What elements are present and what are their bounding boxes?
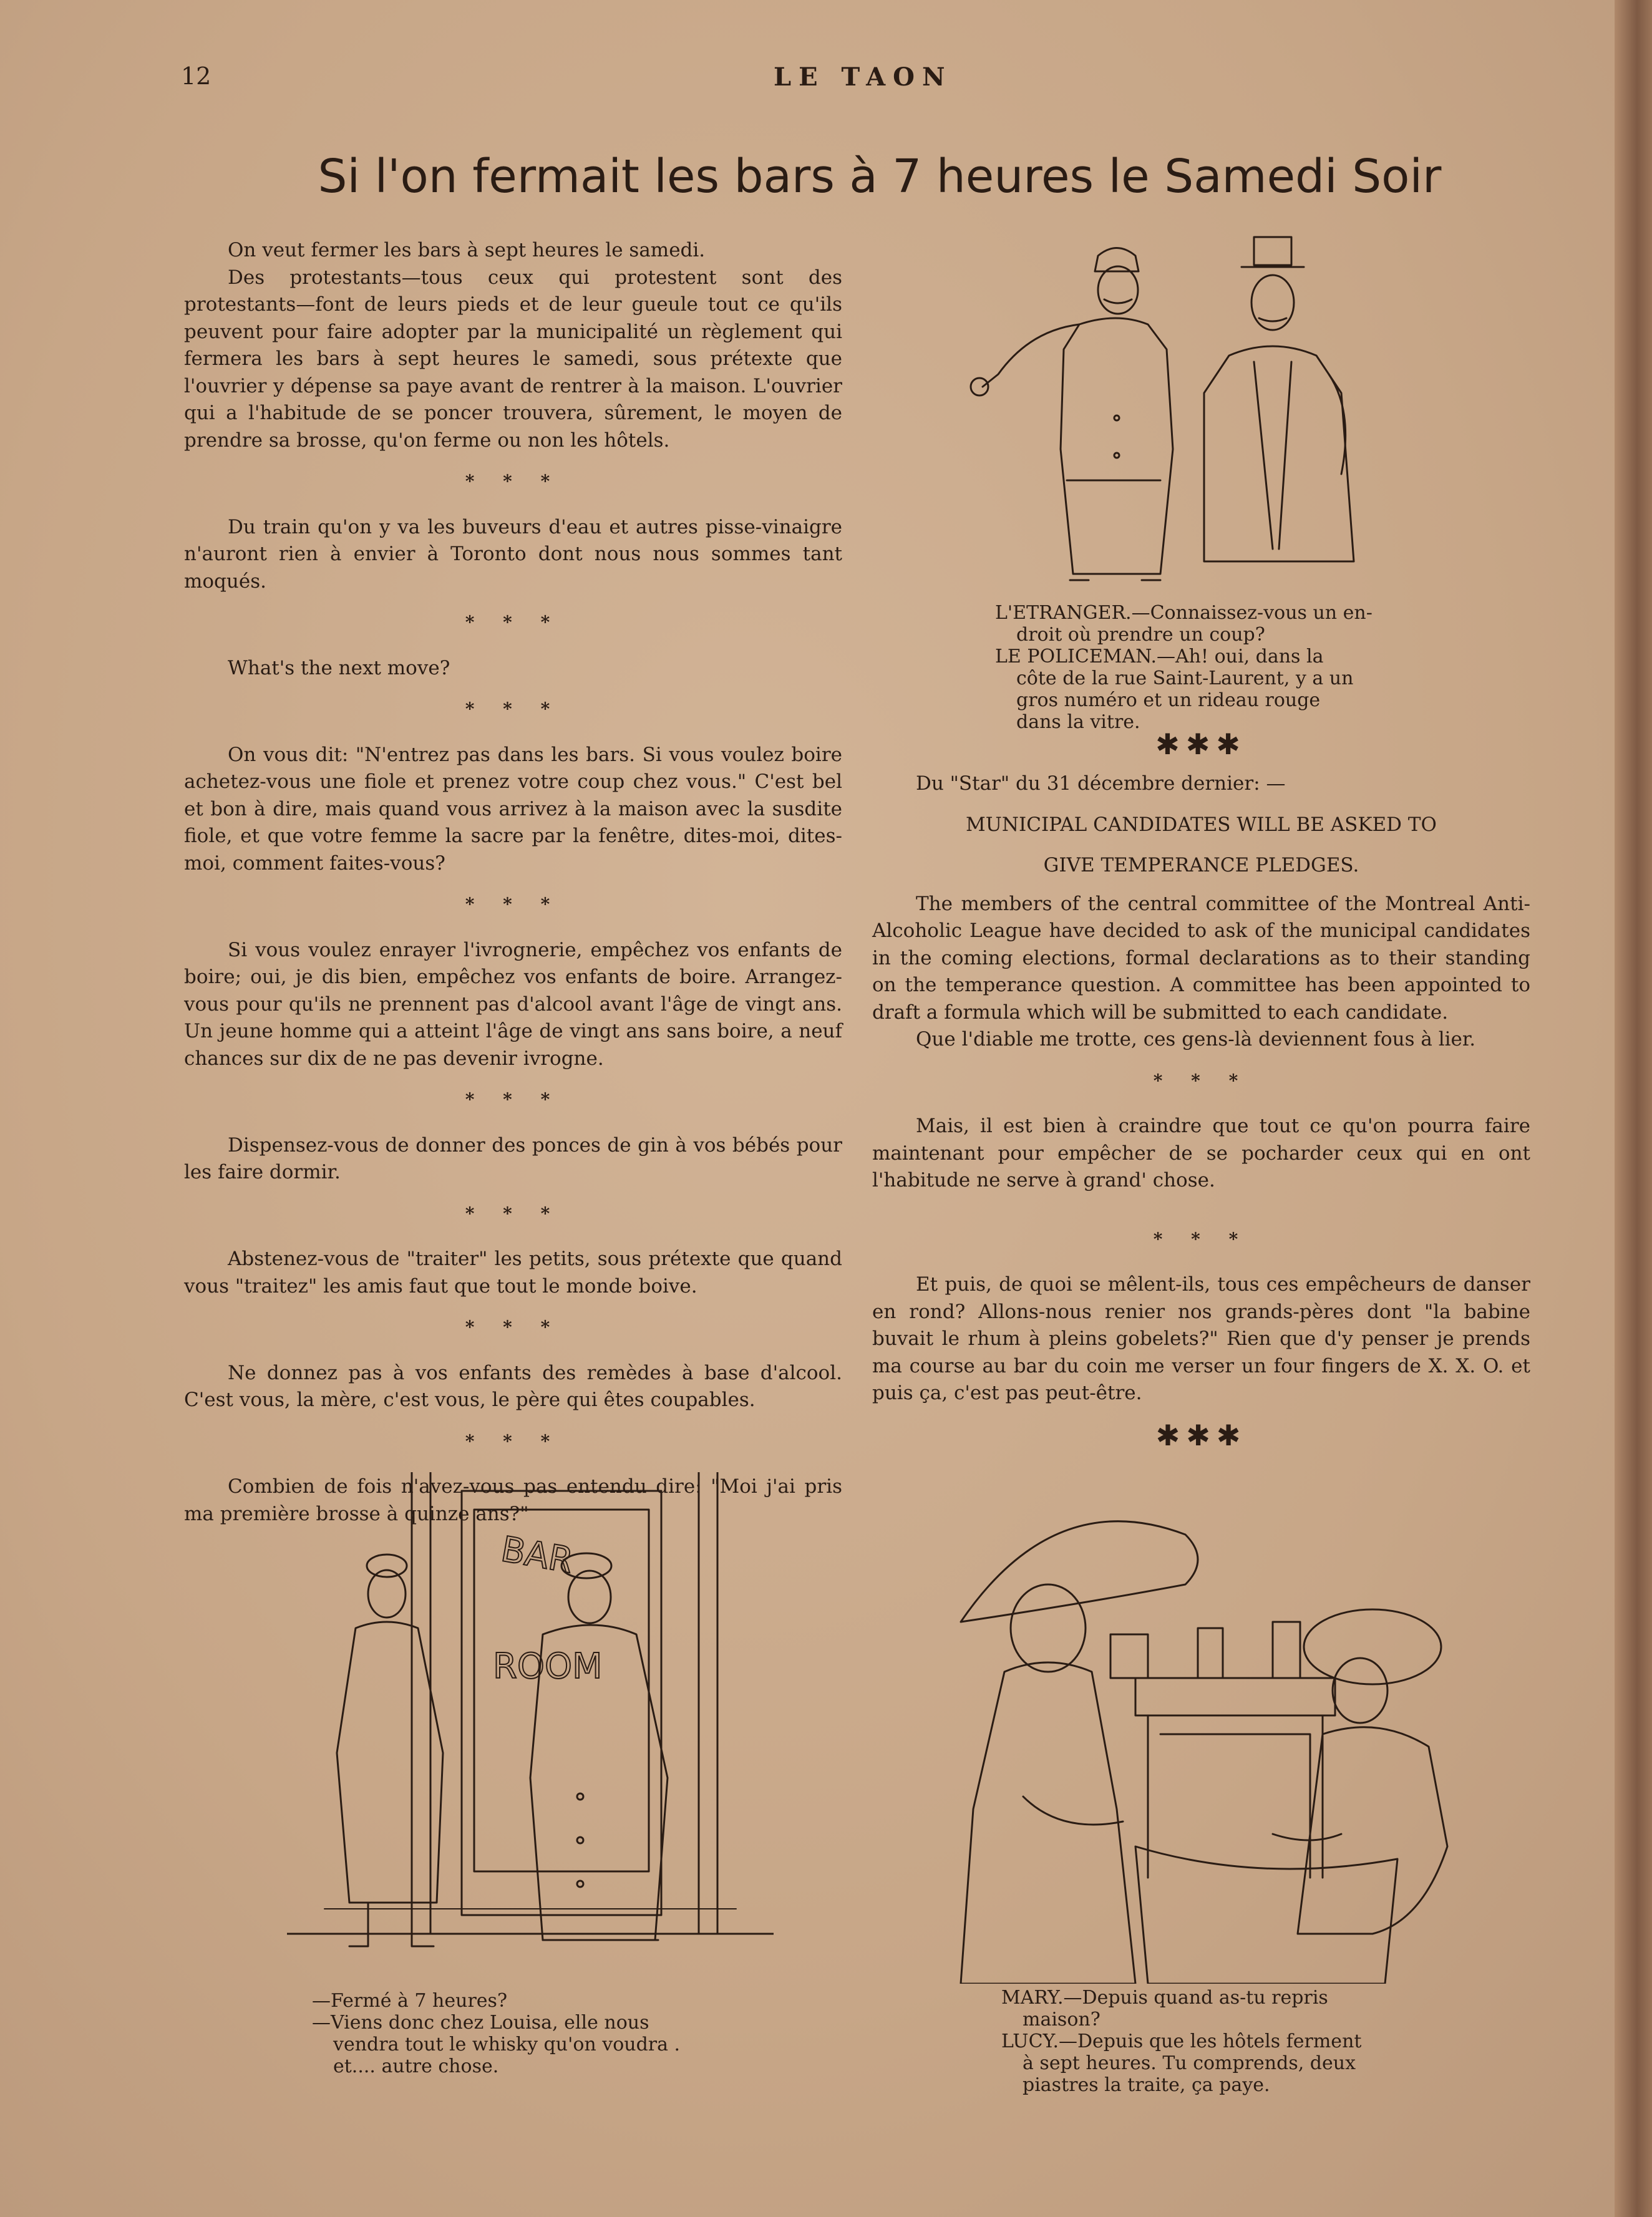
- separator: * * *: [1153, 1070, 1250, 1091]
- headline-1: MUNICIPAL CANDIDATES WILL BE ASKED TO: [966, 813, 1437, 836]
- bar-sign-bottom: ROOM: [493, 1646, 603, 1687]
- separator: * * *: [465, 699, 561, 719]
- paragraph: Ne donnez pas à vos enfants des remèdes à base d'alcool. C'est vous, la mère, c'est vous, le père qui êtes coupables.: [184, 1361, 842, 1411]
- caption-stranger-policeman: L'ETRANGER.—Connaissez-vous un en- droit où prendre un coup? LE POLICEMAN.—Ah! oui, dans la côte de la rue Saint-Laurent, y a un gros numéro et un rideau rouge dans la vitre.: [995, 602, 1373, 733]
- separator: * * *: [465, 1203, 561, 1224]
- star-intro: Du "Star" du 31 décembre dernier: —: [916, 772, 1286, 795]
- paragraph: The members of the central committee of the Montreal Anti-Alcoholic League have decided to ask of the municipal candidates in the coming elections, formal declarations as to their standing on the temperance question. A committee has been appointed to draft a formula which will be submitted to each candidate.: [872, 892, 1530, 1024]
- separator: * * *: [465, 1089, 561, 1110]
- left-column: [184, 237, 842, 1528]
- big-separator: ✱✱✱: [1155, 727, 1246, 761]
- illustration-mary-lucy: [923, 1472, 1497, 1984]
- paragraph: Combien de fois n'avez-vous pas entendu dire: "Moi j'ai pris ma première brosse à quinze ans?": [184, 1475, 842, 1525]
- bar-sign-top: BAR: [498, 1529, 576, 1582]
- page-number: 12: [181, 62, 211, 90]
- separator: * * *: [465, 1317, 561, 1337]
- headline-2: GIVE TEMPERANCE PLEDGES.: [1043, 854, 1359, 876]
- paragraph: Des protestants—tous ceux qui protestent sont des protestants—font de leurs pieds et de leur gueule tout ce qu'ils peuvent pour faire adopter par la municipalité un règlement qui fermera les bars à sept heures le samedi, sous prétexte que l'ouvrier y dépense sa paye avant de rentrer à la maison. L'ouvrier qui a l'habitude de se poncer trouvera, sûrement, le moyen de prendre sa brosse, qu'on ferme ou non les hôtels.: [184, 266, 842, 452]
- article-title: Si l'on fermait les bars à 7 heures le Samedi Soir: [318, 150, 1442, 203]
- separator: * * *: [465, 894, 561, 914]
- paragraph: Dispensez-vous de donner des ponces de gin à vos bébés pour les faire dormir.: [184, 1133, 842, 1183]
- page-header: [181, 62, 1578, 100]
- paragraph: Et puis, de quoi se mêlent-ils, tous ces empêcheurs de danser en rond? Allons-nous renier nos grands-pères dont "la babine buvait le rhum à pleins gobelets?" Rien que d'y penser je prends ma course au bar du coin me verser un four fingers de X. X. O. et puis ça, c'est pas peut-être.: [872, 1273, 1530, 1404]
- paragraph: Abstenez-vous de "traiter" les petits, sous prétexte que quand vous "traitez" les amis faut que tout le monde boive.: [184, 1248, 842, 1298]
- page-edge: [1615, 0, 1652, 2217]
- illustration-bar-door: [287, 1472, 774, 1971]
- separator: * * *: [465, 1430, 561, 1452]
- separator: * * *: [465, 612, 561, 633]
- paragraph: On vous dit: "N'entrez pas dans les bars. Si vous voulez boire achetez-vous une fiole et prenez votre coup chez vous." C'est bel et bon à dire, mais quand vous arrivez à la maison avec la susdite fiole, et que votre femme la sacre par la fenêtre, dites-moi, dites-moi, comment faites-vous?: [184, 743, 842, 875]
- paragraph: Que l'diable me trotte, ces gens-là deviennent fous à lier.: [916, 1028, 1476, 1050]
- paragraph: Du train qu'on y va les buveurs d'eau et autres pisse-vinaigre n'auront rien à envier à Toronto dont nous nous sommes tant moqués.: [184, 515, 842, 593]
- separator: * * *: [1153, 1228, 1250, 1249]
- paragraph: On veut fermer les bars à sept heures le samedi.: [228, 239, 706, 261]
- separator: * * *: [465, 471, 561, 492]
- illustration-stranger-policeman: [955, 231, 1454, 593]
- masthead: LE TAON: [774, 62, 953, 92]
- paragraph: Mais, il est bien à craindre que tout ce qu'on pourra faire maintenant pour empêcher de se pocharder ceux qui en ont l'habitude ne serve à grand' chose.: [872, 1115, 1530, 1191]
- caption-mary-lucy: MARY.—Depuis quand as-tu repris maison? LUCY.—Depuis que les hôtels ferment à sept heures. Tu comprends, deux piastres la traite, ça paye.: [1001, 1987, 1362, 2096]
- paragraph: What's the next move?: [228, 656, 450, 679]
- caption-bar-door: —Fermé à 7 heures? —Viens donc chez Louisa, elle nous vendra tout le whisky qu'on voudra . et.... autre chose.: [312, 1990, 681, 2077]
- right-column: [872, 770, 1530, 1453]
- big-separator: ✱✱✱: [1155, 1418, 1247, 1452]
- paragraph: Si vous voulez enrayer l'ivrognerie, empêchez vos enfants de boire; oui, je dis bien, empêchez vos enfants de boire. Arrangez-vous pour qu'ils ne prennent pas d'alcool avant l'âge de vingt ans. Un jeune homme qui a atteint l'âge de vingt ans sans boire, a neuf chances sur dix de ne pas devenir ivrogne.: [184, 938, 842, 1070]
